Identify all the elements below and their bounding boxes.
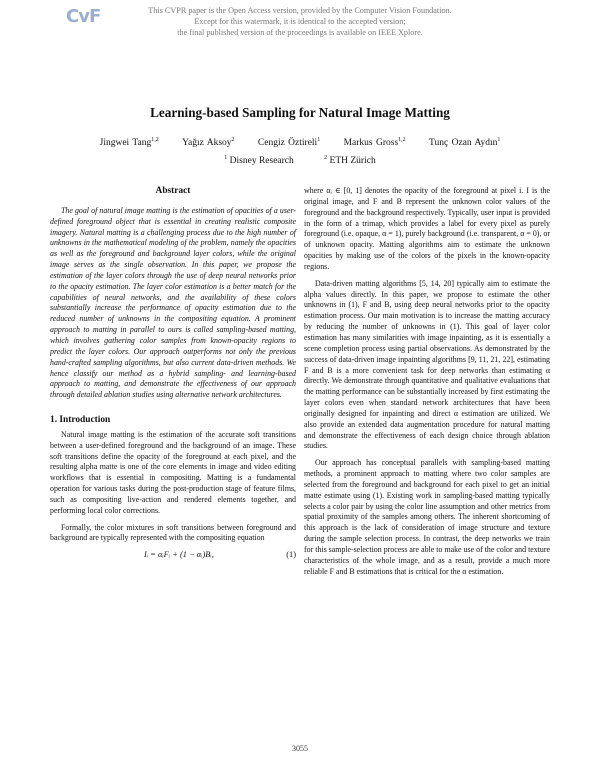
affiliation-list — [0, 156, 600, 166]
author-list — [0, 138, 600, 148]
abstract-body — [50, 206, 296, 401]
intro-paragraph-4: Data-driven matting algorithms [5, 14, 20] typically aim to estimate the alpha values directly. In this paper, we propose to estimate the other unknowns in (1), F and B, using deep neural networks prior to the opacity estimation process. Our main motivation is to increase the matting accuracy by reducing the number of unknowns in (1). This goal of layer color estimation has many similarities with image inpainting, as it is essentially a scene completion process using partial observations. As demonstrated by the success of data-driven image inpainting algorithms [9, 11, 21, 22], estimating F and B is a more convenient task for deep networks than estimating α directly. We demonstrate through quantitative and qualitative evaluations that the matting performance can be substantially increased by first estimating the layer colors even when standard network architectures that have been originally designed for inpainting and direct α estimation are utilized. We also provide an extended data augmentation procedure for natural matting and demonstrate the effectiveness of each design choice through ablation studies. — [304, 278, 550, 451]
watermark-line-1: This CVPR paper is the Open Access version, provided by the Computer Vision Foundation. — [148, 6, 452, 15]
author: Tunç Ozan Aydın$^1$ — [429, 137, 501, 148]
paper-title: Learning-based Sampling for Natural Image Matting — [150, 105, 450, 120]
page-number: 3055 — [292, 744, 308, 753]
equation-body: Iᵢ = αᵢFᵢ + (1 − αᵢ)Bᵢ, — [144, 550, 214, 560]
intro-paragraph-1: Natural image matting is the estimation of the accurate soft transitions between a user-defined foreground and the background of an image. These soft transitions define the opacity of the foreground at each pixel, and the resulting alpha matte is one of the core elements in image and video editing workflows that is essential in compositing. Matting is a fundamental operation for various tasks during the post-production stage of feature films, such as compositing live-action and rendered elements together, and performing local color corrections. — [50, 429, 296, 515]
watermark-line-2: Except for this watermark, it is identical to the accepted version; — [194, 17, 406, 26]
compositing-equation — [50, 550, 296, 561]
section-heading-introduction: 1. Introduction — [50, 415, 111, 426]
affiliation: $^1$ Disney Research — [224, 155, 294, 166]
right-column — [304, 186, 550, 584]
author: Yağız Aksoy$^2$ — [182, 137, 235, 148]
equation-number: (1) — [286, 550, 296, 560]
abstract-heading: Abstract — [155, 186, 191, 196]
watermark-line-3: the final published version of the proceedings is available on IEEE Xplore. — [177, 28, 423, 37]
author: Markus Gross$^{1,2}$ — [343, 137, 406, 148]
left-column — [50, 186, 296, 563]
abstract-text: The goal of natural image matting is the estimation of opacities of a user-defined foreground object that is essential in creating realistic composite imagery. Natural matting is a challenging process due to the high number of unknowns in the mathematical modeling of the problem, namely the opacities as well as the foreground and background layer colors, while the original image serves as the single observation. In this paper, we propose the estimation of the layer colors through the use of deep neural networks prior to the opacity estimation. The layer color estimation is a better match for the capabilities of neural networks, and the availability of these colors substantially increase the performance of opacity estimation due to the reduced number of unknowns in the compositing equation. A prominent approach to matting in parallel to ours is called sampling-based matting, which involves gathering color samples from known-opacity regions to predict the layer colors. Our approach outperforms not only the previous hand-crafted sampling algorithms, but also current data-driven methods. We hence classify our method as a hybrid sampling- and learning-based approach to matting, and demonstrate the effectiveness of our approach through detailed ablation studies using alternative network architectures. — [50, 205, 296, 400]
author: Jingwei Tang$^{1,2}$ — [99, 137, 159, 148]
intro-paragraph-5: Our approach has conceptual parallels with sampling-based matting methods, a prominent approach to matting where two color samples are selected from the foreground and background for each pixel to get an initial matte estimate using (1). Existing work in sampling-based matting typically selects a color pair by using the color line assumption and other metrics from spatial proximity of the samples among others. The inherent shortcoming of this approach is the lack of consideration of image structure and texture during the sample selection process. In contrast, the deep networks we train for this sample-selection process are able to make use of the color and texture characteristics of the whole image, and as a result, provide a much more reliable F and B estimations that is critical for the α estimation. — [304, 458, 550, 576]
cvf-logo: CvF — [66, 6, 101, 27]
intro-paragraph-2: Formally, the color mixtures in soft transitions between foreground and background are typically represented with the compositing equation — [50, 522, 296, 543]
affiliation: $^2$ ETH Zürich — [324, 155, 376, 166]
intro-paragraph-3: where αᵢ ∈ [0, 1] denotes the opacity of the foreground at pixel i. I is the original image, and F and B represent the unknown color values of the foreground and the background respectively. Typically, user input is provided in the form of a trimap, which provides a label for every pixel as purely foreground (i.e. opaque, α = 1), purely background (i.e. transparent, α = 0), or of unknown opacity. Matting algorithms aim to estimate the unknown opacities by making use of the colors of the pixels in the known-opacity regions. — [304, 186, 550, 271]
author: Cengiz Öztireli$^1$ — [257, 137, 321, 148]
